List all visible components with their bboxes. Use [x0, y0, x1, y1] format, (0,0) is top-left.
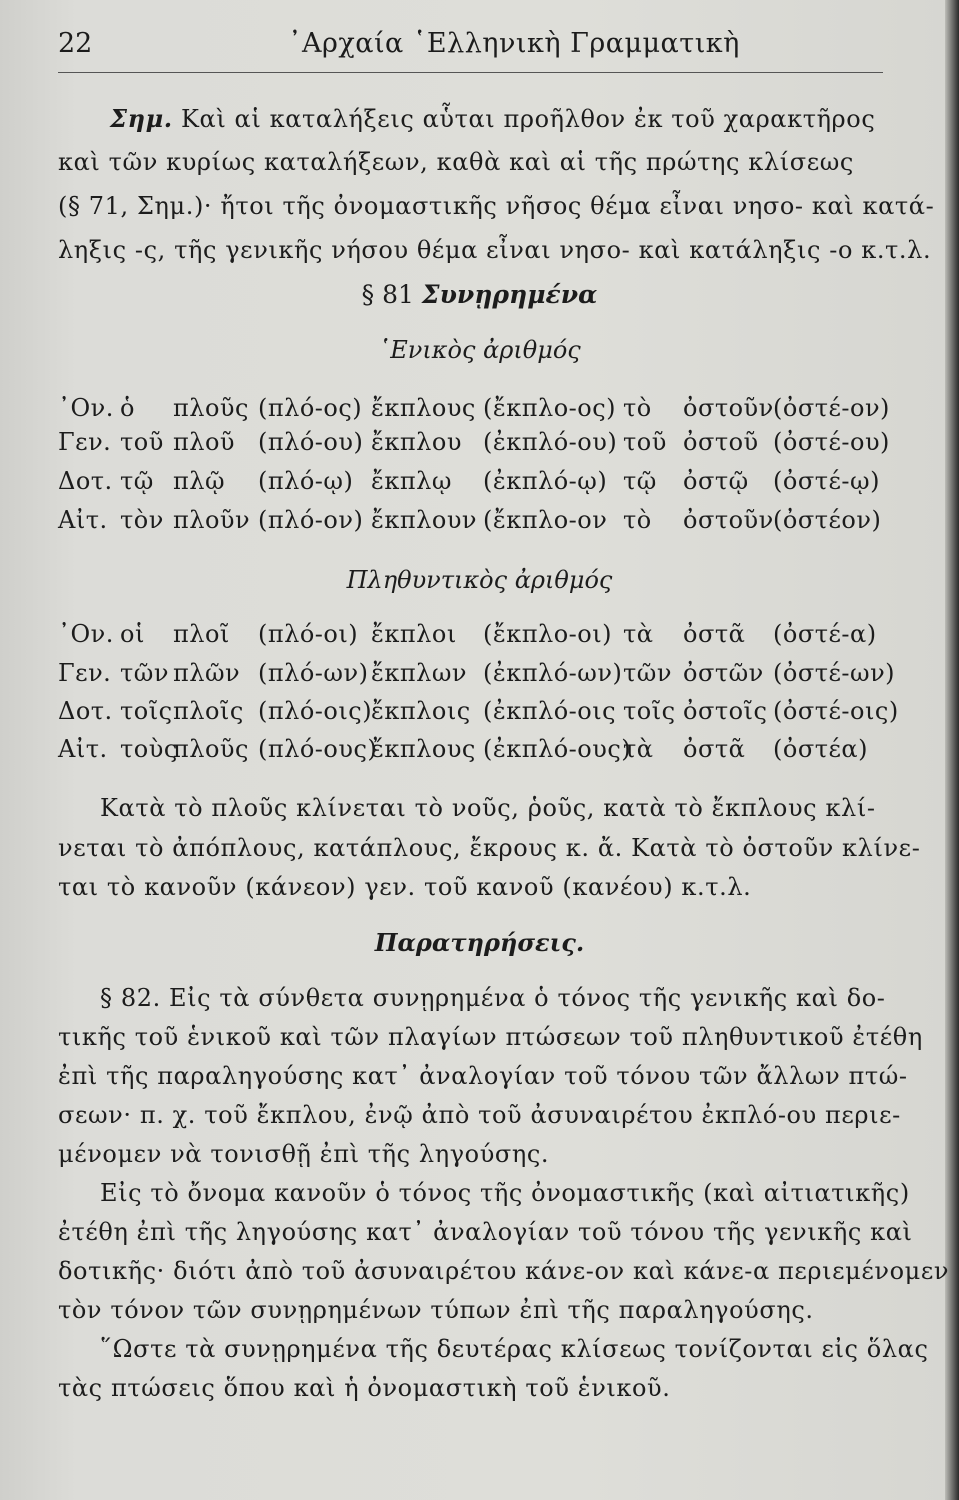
compound-uncontracted: (ἐκπλό-ῳ): [483, 467, 608, 495]
article: οἱ: [120, 620, 145, 648]
case-label: Αἰτ.: [58, 506, 108, 534]
neuter-uncontracted: (ὀστέα): [773, 735, 868, 763]
contracted-form: πλῶν: [173, 659, 241, 687]
paragraph-line: ἐπὶ τῆς παραληγούσης κατ᾿ ἀναλογίαν τοῦ τόνου τῶν ἄλλων πτώ-: [58, 1062, 908, 1090]
paragraph-line: τικῆς τοῦ ἑνικοῦ καὶ τῶν πλαγίων πτώσεων τοῦ πληθυντικοῦ ἐτέθη: [58, 1023, 923, 1051]
neuter-article: τῶν: [623, 659, 672, 687]
compound-uncontracted: (ἔκπλο-ος): [483, 394, 617, 422]
declension-line-1: Κατὰ τὸ πλοῦς κλίνεται τὸ νοῦς, ῥοῦς, κατὰ τὸ ἔκπλους κλί-: [100, 794, 876, 822]
section-81-title: Συνῃρημένα: [421, 280, 598, 309]
contracted-form: πλοῦς: [173, 735, 249, 763]
uncontracted-form: (πλό-ους): [258, 735, 378, 763]
paragraph-line: μένομεν νὰ τονισθῇ ἐπὶ τῆς ληγούσης.: [58, 1140, 550, 1168]
compound-form: ἔκπλων: [371, 659, 468, 687]
compound-uncontracted: (ἐκπλό-ων): [483, 659, 623, 687]
neuter-uncontracted: (ὀστέ-α): [773, 620, 877, 648]
compound-uncontracted: (ἐκπλό-ου): [483, 428, 618, 456]
compound-form: ἔκπλοι: [371, 620, 457, 648]
uncontracted-form: (πλό-ου): [258, 428, 364, 456]
neuter-form: ὀστᾶ: [683, 735, 746, 763]
neuter-article: τὸ: [623, 394, 652, 422]
page-header: [58, 26, 888, 66]
paragraph-line: τὸν τόνον τῶν συνῃρημένων τύπων ἐπὶ τῆς παραληγούσης.: [58, 1296, 814, 1324]
neuter-uncontracted: (ὀστέ-οις): [773, 697, 899, 725]
compound-uncontracted: (ἔκπλο-οι): [483, 620, 613, 648]
neuter-form: ὀστοῖς: [683, 697, 768, 725]
section-81-number: § 81: [361, 280, 414, 309]
paragraph-line: ἐτέθη ἐπὶ τῆς ληγούσης κατ᾿ ἀναλογίαν τοῦ τόνου τῆς γενικῆς καὶ: [58, 1218, 913, 1246]
neuter-form: ὀστοῦ: [683, 428, 759, 456]
section-81-heading: [0, 280, 959, 309]
uncontracted-form: (πλό-ων): [258, 659, 369, 687]
article: τοὺς: [120, 735, 178, 763]
neuter-form: ὀστῷ: [683, 467, 749, 495]
paragraph-line: δοτικῆς· διότι ἀπὸ τοῦ ἀσυναιρέτου κάνε-ον καὶ κάνε-α περιεμένομεν: [58, 1257, 950, 1285]
article: τῶν: [120, 659, 169, 687]
case-label: ᾿Ον.: [58, 394, 114, 422]
compound-uncontracted: (ἐκπλό-οις: [483, 697, 617, 725]
compound-form: ἔκπλους: [371, 735, 476, 763]
compound-form: ἔκπλους: [371, 394, 476, 422]
uncontracted-form: (πλό-ος): [258, 394, 363, 422]
uncontracted-form: (πλό-οις): [258, 697, 373, 725]
contracted-form: πλοῦς: [173, 394, 249, 422]
compound-form: ἔκπλοις: [371, 697, 471, 725]
neuter-form: ὀστοῦν: [683, 394, 774, 422]
paragraph-line: ῞Ωστε τὰ συνῃρημένα τῆς δευτέρας κλίσεως τονίζονται εἰς ὅλας: [100, 1335, 929, 1363]
contracted-form: πλοῦ: [173, 428, 236, 456]
note-line-3: (§ 71, Σημ.)· ἤτοι τῆς ὀνομαστικῆς νῆσος θέμα εἶναι νησο- καὶ κατά-: [58, 192, 935, 220]
compound-form: ἔκπλου: [371, 428, 462, 456]
uncontracted-form: (πλό-ῳ): [258, 467, 354, 495]
case-label: Γεν.: [58, 428, 112, 456]
observations-heading: Παρατηρήσεις.: [374, 928, 585, 957]
note-line-2: καὶ τῶν κυρίως καταλήξεων, καθὰ καὶ αἱ τῆς πρώτης κλίσεως: [58, 148, 854, 176]
note-label: Σημ.: [110, 104, 173, 133]
plural-heading: Πληθυντικὸς ἀριθμός: [346, 566, 613, 594]
declension-line-3: ται τὸ κανοῦν (κάνεον) γεν. τοῦ κανοῦ (κανέου) κ.τ.λ.: [58, 873, 752, 901]
uncontracted-form: (πλό-οι): [258, 620, 359, 648]
compound-form: ἔκπλῳ: [371, 467, 452, 495]
contracted-form: πλοῖς: [173, 697, 244, 725]
case-label: ᾿Ον.: [58, 620, 114, 648]
uncontracted-form: (πλό-ον): [258, 506, 364, 534]
singular-heading: ῾Ενικὸς ἀριθμός: [378, 336, 581, 364]
contracted-form: πλῷ: [173, 467, 226, 495]
note-line-1: [110, 104, 875, 133]
compound-uncontracted: (ἔκπλο-ον: [483, 506, 608, 534]
paragraph-line: σεων· π. χ. τοῦ ἔκπλου, ἐνῷ ἀπὸ τοῦ ἀσυναιρέτου ἐκπλό-ου περιε-: [58, 1101, 901, 1129]
case-label: Δοτ.: [58, 467, 113, 495]
neuter-form: ὀστῶν: [683, 659, 764, 687]
running-title: ᾿Αρχαία ῾Ελληνικὴ Γραμματικὴ: [288, 28, 740, 59]
paragraph-line: τὰς πτώσεις ὅπου καὶ ἡ ὀνομαστικὴ τοῦ ἑνικοῦ.: [58, 1374, 671, 1402]
neuter-article: τῷ: [623, 467, 657, 495]
neuter-article: τὰ: [623, 735, 654, 763]
article: ὁ: [120, 394, 135, 422]
neuter-uncontracted: (ὀστέ-ου): [773, 428, 890, 456]
case-label: Αἰτ.: [58, 735, 108, 763]
neuter-form: ὀστοῦν: [683, 506, 774, 534]
neuter-form: ὀστᾶ: [683, 620, 746, 648]
article: τοῦ: [120, 428, 164, 456]
neuter-uncontracted: (ὀστέ-ῳ): [773, 467, 880, 495]
neuter-uncontracted: (ὀστέον): [773, 506, 882, 534]
case-label: Δοτ.: [58, 697, 113, 725]
contracted-form: πλοῦν: [173, 506, 251, 534]
page-number: 22: [58, 28, 93, 59]
paragraph-line: § 82. Εἰς τὰ σύνθετα συνῃρημένα ὁ τόνος τῆς γενικῆς καὶ δο-: [100, 984, 886, 1012]
compound-uncontracted: (ἐκπλό-ους): [483, 735, 632, 763]
neuter-article: τὰ: [623, 620, 654, 648]
case-label: Γεν.: [58, 659, 112, 687]
note-line-4: ληξις -ς, τῆς γενικῆς νήσου θέμα εἶναι νησο- καὶ κατάληξις -ο κ.τ.λ.: [58, 236, 932, 264]
paragraph-line: Εἰς τὸ ὄνομα κανοῦν ὁ τόνος τῆς ὀνομαστικῆς (καὶ αἰτιατικῆς): [100, 1179, 910, 1207]
article: τοῖς: [120, 697, 173, 725]
neuter-uncontracted: (ὀστέ-ον): [773, 394, 890, 422]
header-rule: [58, 72, 883, 73]
neuter-uncontracted: (ὀστέ-ων): [773, 659, 896, 687]
article: τῷ: [120, 467, 154, 495]
compound-form: ἔκπλουν: [371, 506, 477, 534]
contracted-form: πλοῖ: [173, 620, 230, 648]
neuter-article: τὸ: [623, 506, 652, 534]
article: τὸν: [120, 506, 164, 534]
note-line-1-text: Καὶ αἱ καταλήξεις αὗται προῆλθον ἐκ τοῦ χαρακτῆρος: [180, 105, 876, 133]
neuter-article: τοῦ: [623, 428, 667, 456]
declension-line-2: νεται τὸ ἀπόπλους, κατάπλους, ἔκρους κ. ἄ. Κατὰ τὸ ὀστοῦν κλίνε-: [58, 834, 921, 862]
neuter-article: τοῖς: [623, 697, 676, 725]
